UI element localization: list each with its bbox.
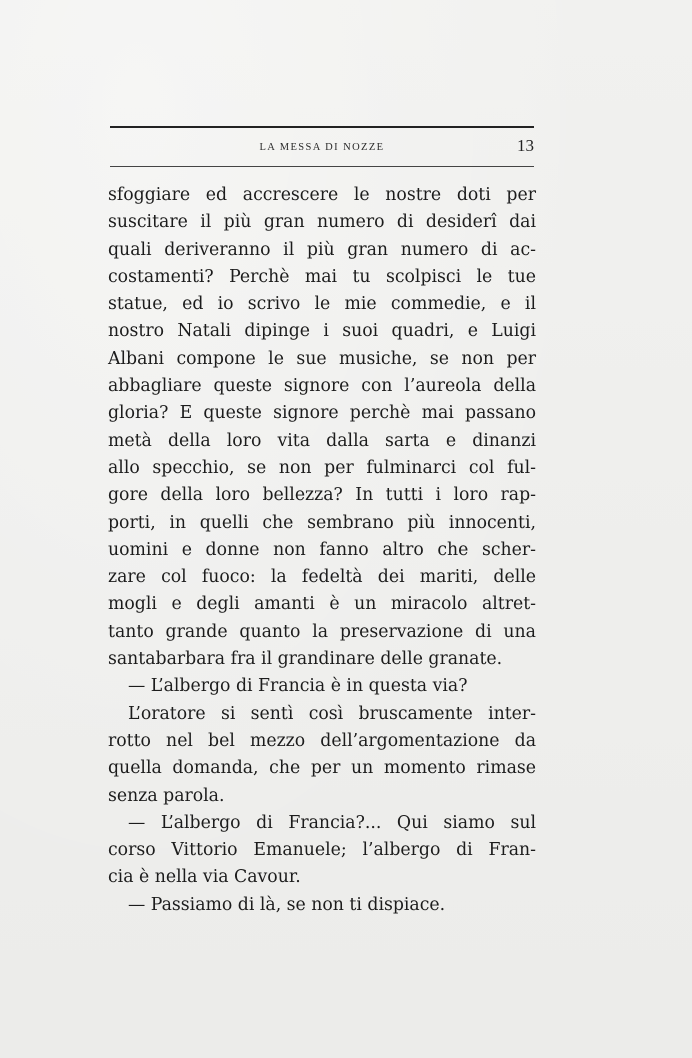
header-bottom-rule: [110, 166, 534, 167]
text-line: corso Vittorio Emanuele; l’albergo di Fran-: [108, 840, 536, 861]
text-line: uomini e donne non fanno altro che scher-: [108, 539, 536, 560]
body-text: [108, 182, 536, 919]
dialogue-line: — L’albergo di Francia?... Qui siamo sul: [128, 812, 536, 833]
text-line: metà della loro vita dalla sarta e dinanzi: [108, 430, 536, 451]
header-top-rule: [110, 126, 534, 128]
text-line: zare col fuoco: la fedeltà dei mariti, delle: [108, 567, 536, 588]
dialogue-line: — Passiamo di là, se non ti dispiace.: [128, 894, 446, 915]
text-line: mogli e degli amanti è un miracolo altret-: [108, 594, 536, 615]
text-line: sfoggiare ed accrescere le nostre doti per: [108, 185, 536, 205]
text-line: porti, in quelli che sembrano più innocenti,: [108, 512, 536, 533]
dialogue-line: — L’albergo di Francia è in questa via?: [128, 676, 468, 697]
page-number: 13: [517, 136, 534, 155]
text-line: quali deriveranno il più gran numero di ac-: [108, 239, 536, 260]
running-title: LA MESSA DI NOZZE: [259, 142, 385, 153]
text-line: gloria? E queste signore perchè mai passano: [108, 403, 536, 424]
text-line: quella domanda, che per un momento rimase: [108, 758, 536, 779]
text-line: abbagliare queste signore con l’aureola della: [108, 376, 536, 397]
text-line: gore della loro bellezza? In tutti i loro rap-: [108, 485, 536, 506]
text-line: statue, ed io scrivo le mie commedie, e il: [108, 294, 536, 315]
text-line: tanto grande quanto la preservazione di una: [108, 621, 536, 642]
text-line: allo specchio, se non per fulminarci col ful-: [108, 457, 536, 478]
text-line: nostro Natali dipinge i suoi quadri, e Luigi: [108, 321, 536, 342]
text-line: santabarbara fra il grandinare delle granate.: [108, 649, 503, 670]
text-line: cia è nella via Cavour.: [108, 867, 301, 888]
text-line: Albani compone le sue musiche, se non per: [108, 348, 536, 369]
text-line: suscitare il più gran numero di desiderî dai: [108, 212, 536, 233]
page-header: [110, 136, 534, 160]
text-line: costamenti? Perchè mai tu scolpisci le tue: [108, 266, 536, 287]
text-line: L’oratore si sentì così bruscamente inter-: [128, 703, 536, 724]
text-line: rotto nel bel mezzo dell’argomentazione da: [108, 730, 536, 751]
text-line: senza parola.: [108, 785, 225, 806]
